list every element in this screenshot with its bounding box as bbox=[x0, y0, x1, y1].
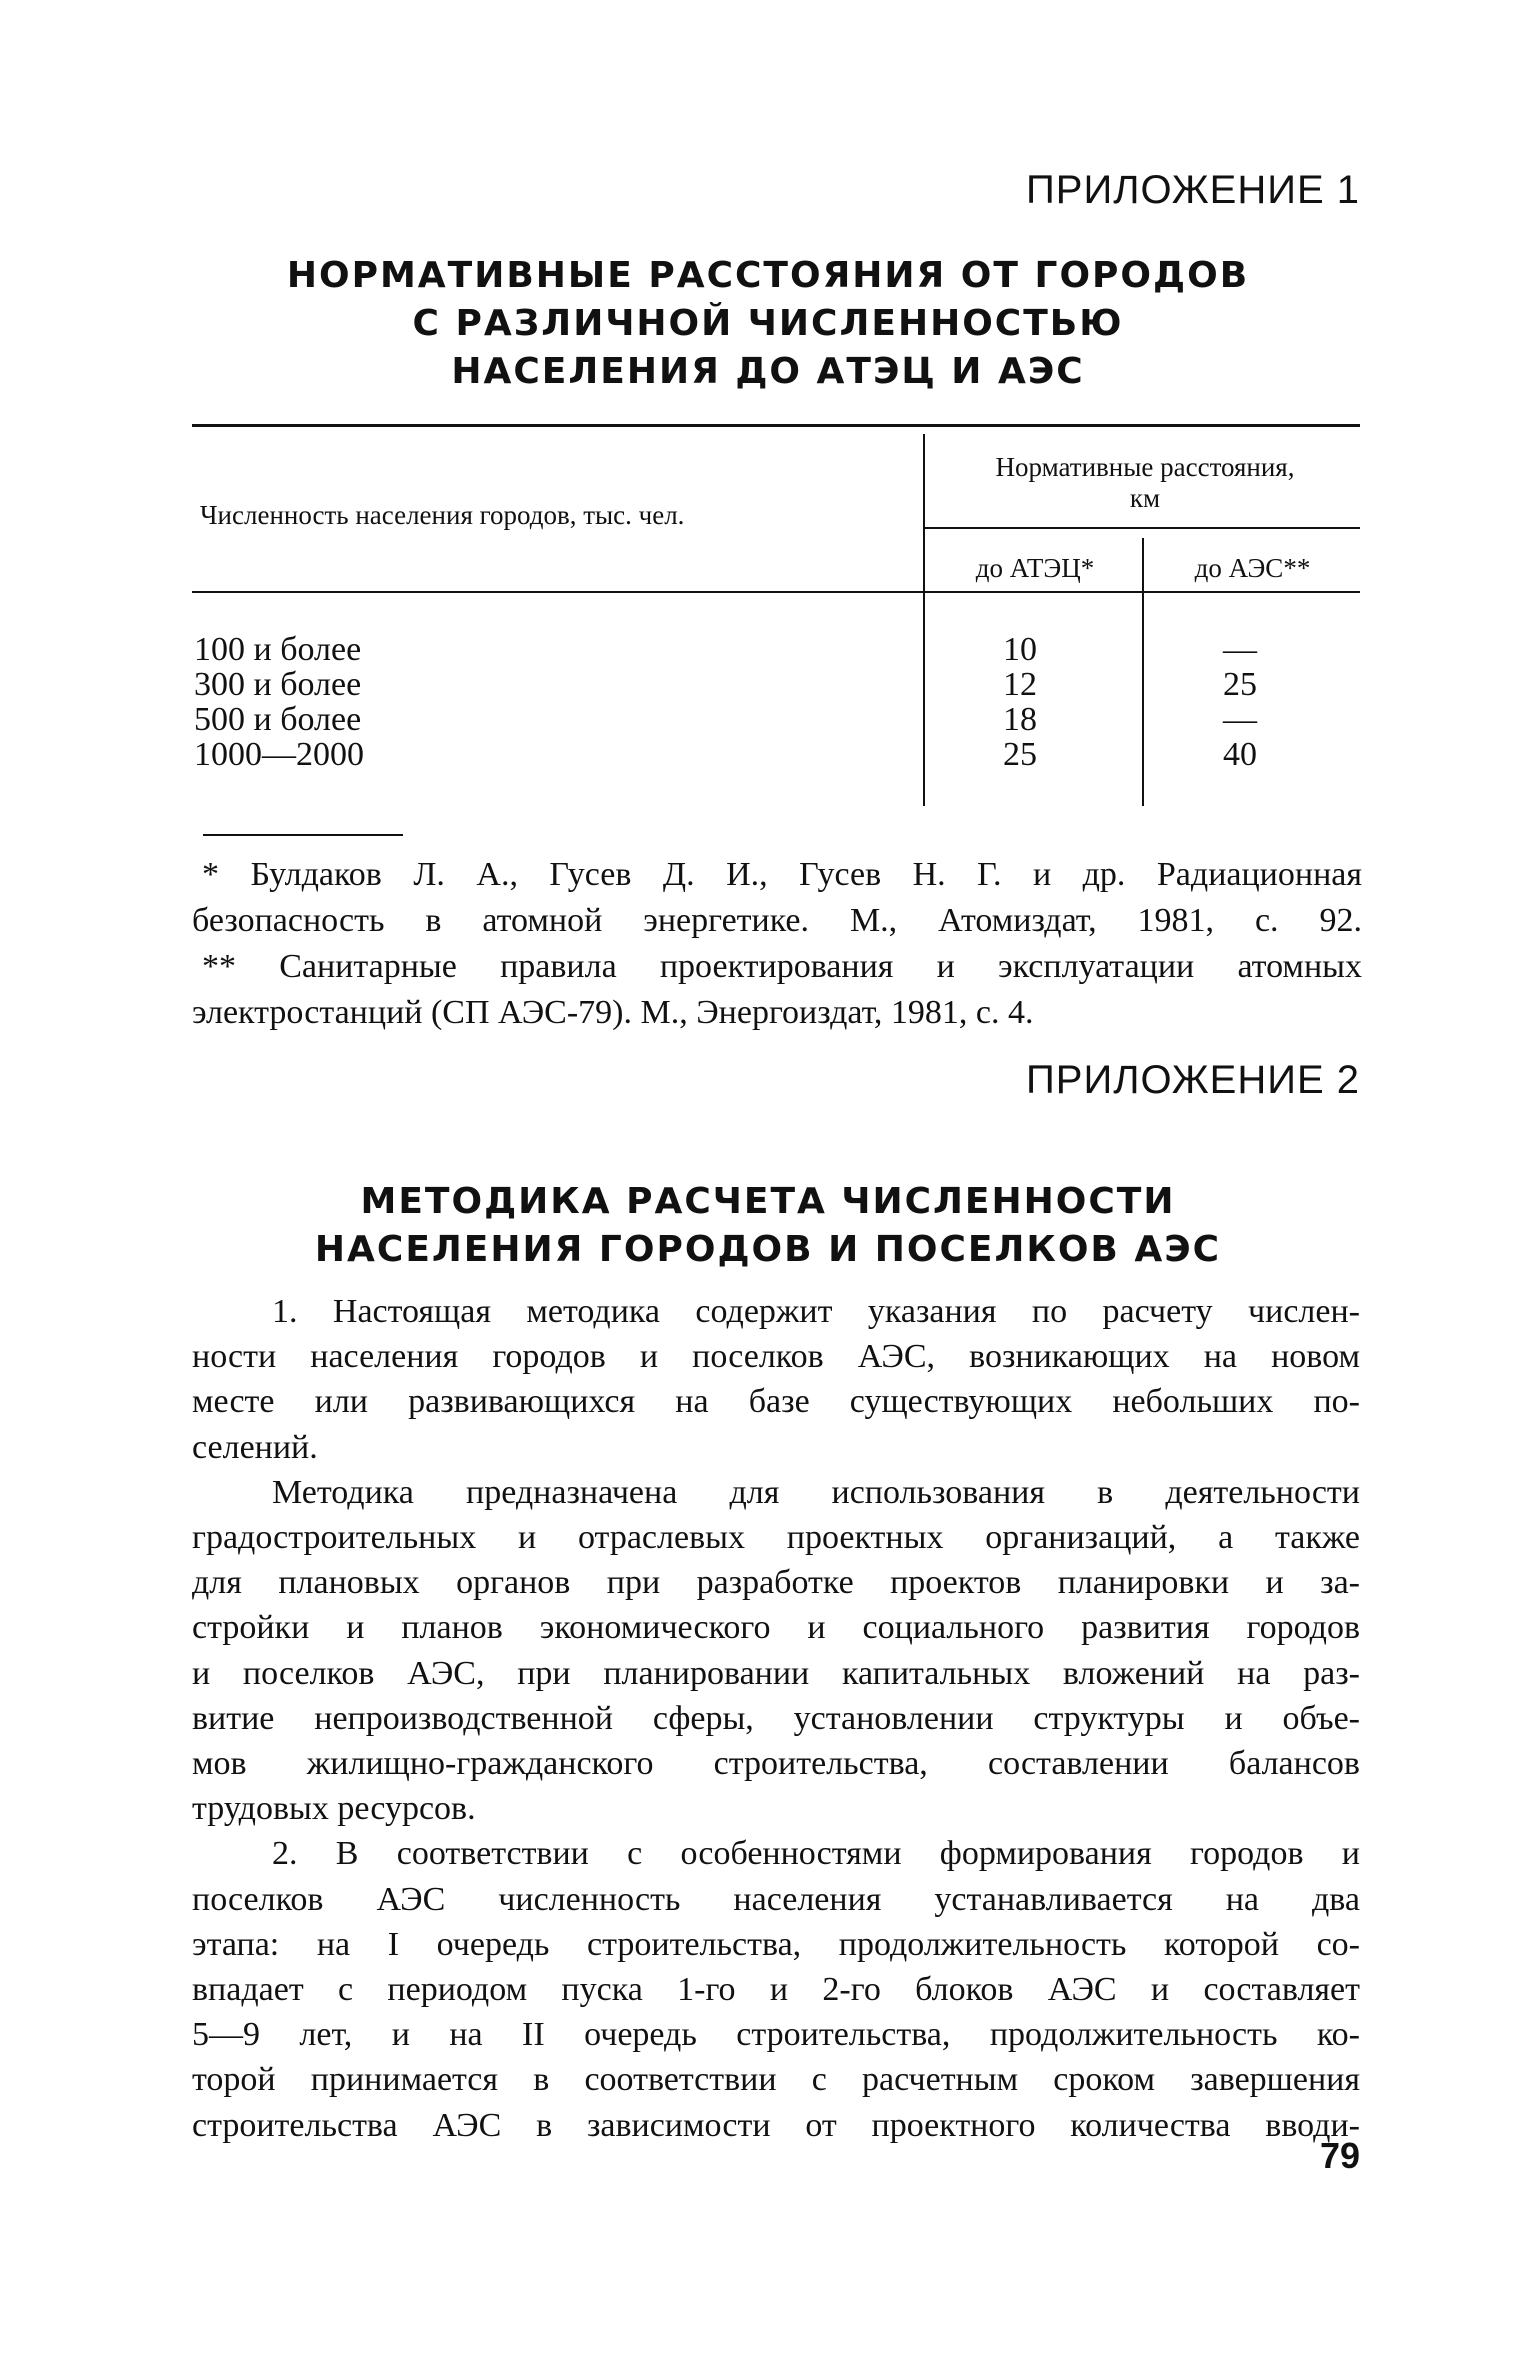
paragraph bbox=[192, 1470, 1360, 1832]
table-column-divider bbox=[1142, 538, 1144, 806]
text-line: 5—9 лет, и на II очередь строительства, продолжительность ко- bbox=[192, 2016, 1360, 2054]
cell-aes: 40 bbox=[1223, 736, 1257, 773]
cell-population: 100 и более bbox=[194, 631, 362, 668]
title-line: МЕТОДИКА РАСЧЕТА ЧИСЛЕННОСТИ bbox=[360, 1181, 1176, 1222]
footnotes bbox=[192, 852, 1362, 1036]
footnote-separator bbox=[203, 834, 403, 836]
appendix-2-title bbox=[0, 1178, 1536, 1274]
title-line: НАСЕЛЕНИЯ ГОРОДОВ И ПОСЕЛКОВ АЭС bbox=[314, 1229, 1222, 1270]
cell-atec: 25 bbox=[1003, 736, 1037, 773]
text-line: торой принимается в соответствии с расчетным сроком завершения bbox=[192, 2061, 1360, 2099]
table-subheader-rule bbox=[925, 527, 1360, 529]
column-header-distances-unit: км bbox=[1129, 483, 1161, 513]
text-line: витие непроизводственной сферы, установлении структуры и объе- bbox=[192, 1699, 1360, 1737]
column-header-atec: до АТЭЦ* bbox=[975, 553, 1095, 583]
text-line: Методика предназначена для использования в деятельности bbox=[272, 1473, 1360, 1511]
title-line: НОРМАТИВНЫЕ РАССТОЯНИЯ ОТ ГОРОДОВ bbox=[286, 255, 1250, 296]
appendix-1-label: ПРИЛОЖЕНИЕ 1 bbox=[1026, 168, 1360, 212]
text-line: для плановых органов при разработке проектов планировки и за- bbox=[192, 1564, 1360, 1602]
paragraph bbox=[192, 1289, 1360, 1470]
cell-population: 300 и более bbox=[194, 666, 362, 703]
page-number: 79 bbox=[1319, 2135, 1360, 2176]
text-line: строительства АЭС в зависимости от проектного количества вводи- bbox=[192, 2106, 1360, 2144]
footnote-line: электростанций (СП АЭС-79). М., Энергоиздат, 1981, с. 4. bbox=[192, 994, 1034, 1031]
text-line: селений. bbox=[192, 1428, 318, 1466]
title-line: С РАЗЛИЧНОЙ ЧИСЛЕННОСТЬЮ bbox=[412, 303, 1124, 344]
text-line: впадает с периодом пуска 1-го и 2-го блоков АЭС и составляет bbox=[192, 1971, 1360, 2009]
footnote-line: ** Санитарные правила проектирования и эксплуатации атомных bbox=[202, 948, 1362, 985]
title-line: НАСЕЛЕНИЯ ДО АТЭЦ И АЭС bbox=[451, 351, 1085, 392]
cell-atec: 18 bbox=[1003, 701, 1037, 738]
text-line: 1. Настоящая методика содержит указания по расчету числен- bbox=[272, 1293, 1360, 1330]
text-line: ности населения городов и поселков АЭС, возникающих на новом bbox=[192, 1338, 1360, 1376]
cell-aes: 25 bbox=[1223, 666, 1257, 703]
cell-atec: 10 bbox=[1003, 631, 1037, 668]
paragraph bbox=[192, 1831, 1360, 2147]
text-line: стройки и планов экономического и социального развития городов bbox=[192, 1609, 1360, 1647]
column-header-distances: Нормативные расстояния, bbox=[995, 452, 1295, 482]
cell-atec: 12 bbox=[1003, 666, 1037, 703]
body-text bbox=[192, 1289, 1360, 2148]
text-line: трудовых ресурсов. bbox=[192, 1790, 476, 1828]
table-column-divider bbox=[923, 434, 925, 806]
footnote-line: безопасность в атомной энергетике. М., Атомиздат, 1981, с. 92. bbox=[192, 902, 1362, 939]
table-header-rule bbox=[192, 591, 1360, 593]
text-line: и поселков АЭС, при планировании капитальных вложений на раз- bbox=[192, 1654, 1360, 1692]
text-line: этапа: на I очередь строительства, продолжительность которой со- bbox=[192, 1925, 1360, 1963]
text-line: поселков АЭС численность населения устанавливается на два bbox=[192, 1880, 1360, 1918]
cell-aes: — bbox=[1223, 631, 1257, 668]
text-line: 2. В соответствии с особенностями формирования городов и bbox=[272, 1835, 1360, 1873]
column-header-aes: до АЭС** bbox=[1194, 553, 1311, 583]
text-line: месте или развивающихся на базе существующих небольших по- bbox=[192, 1383, 1360, 1421]
cell-population: 1000—2000 bbox=[194, 736, 364, 773]
text-line: мов жилищно-гражданского строительства, составлении балансов bbox=[192, 1745, 1360, 1783]
appendix-2-label: ПРИЛОЖЕНИЕ 2 bbox=[1026, 1058, 1360, 1102]
column-header-population: Численность населения городов, тыс. чел. bbox=[200, 500, 685, 530]
footnote-line: * Булдаков Л. А., Гусев Д. И., Гусев Н. Г. и др. Радиационная bbox=[202, 856, 1362, 893]
table-top-rule bbox=[192, 424, 1360, 427]
text-line: градостроительных и отраслевых проектных организаций, а также bbox=[192, 1519, 1360, 1557]
cell-aes: — bbox=[1223, 701, 1257, 738]
appendix-1-title bbox=[0, 252, 1536, 396]
cell-population: 500 и более bbox=[194, 701, 362, 738]
